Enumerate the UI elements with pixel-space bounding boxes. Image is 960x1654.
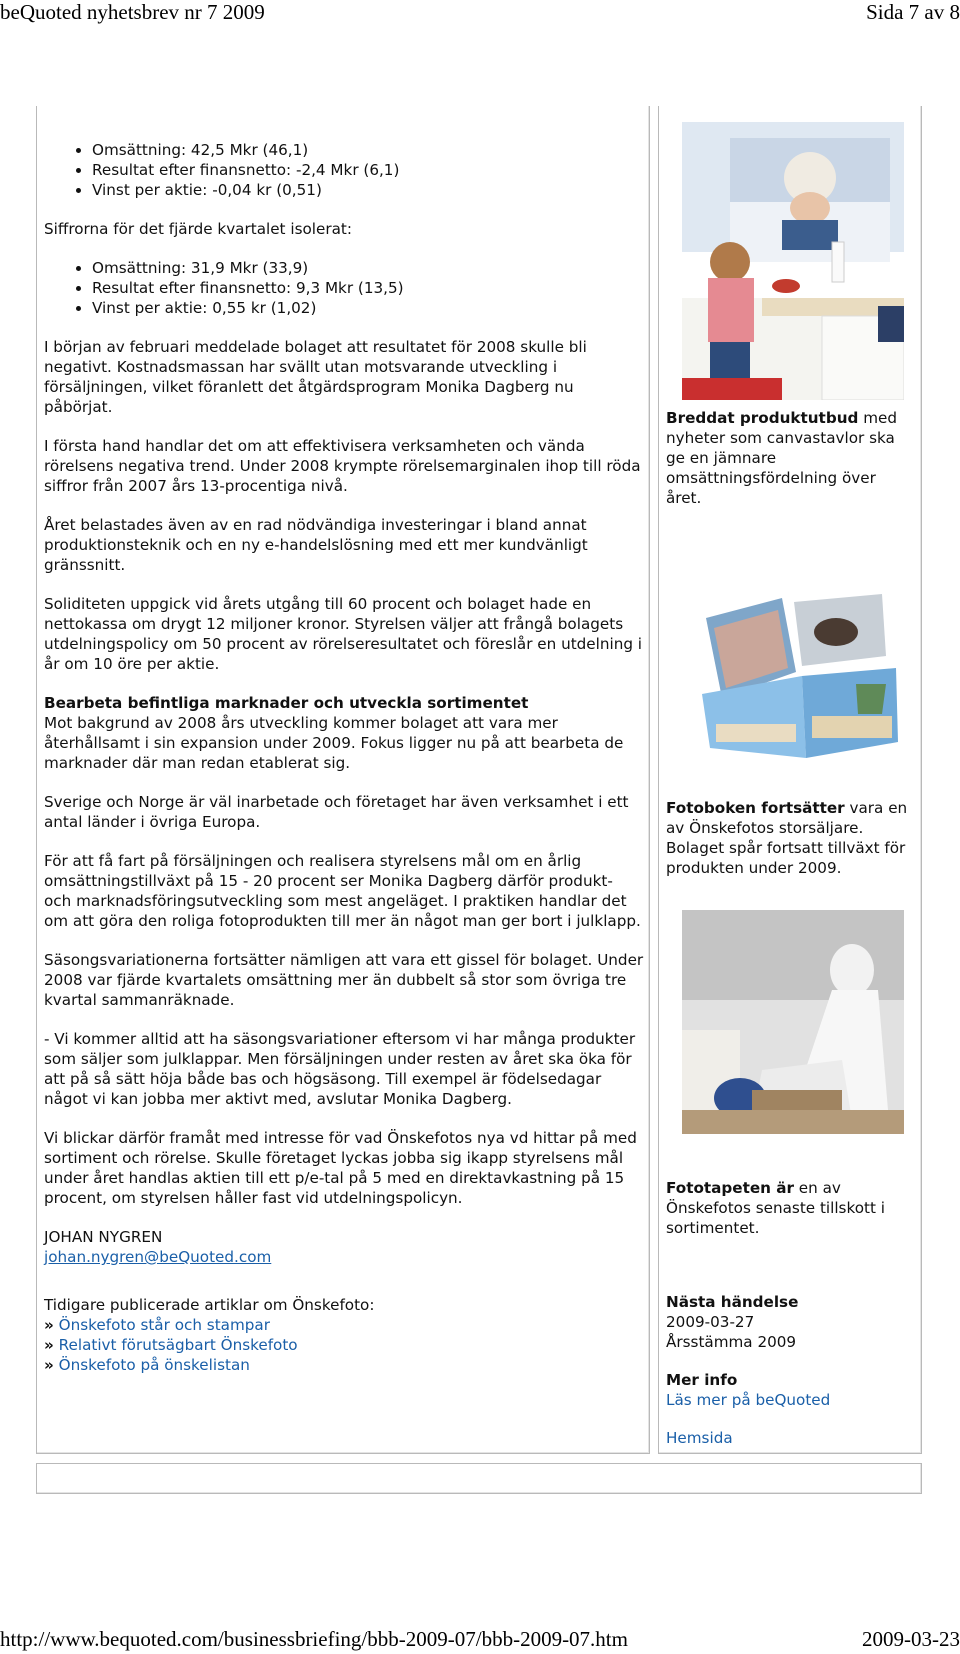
print-footer	[0, 1627, 960, 1654]
paragraph: Mot bakgrund av 2008 års utveckling kommer bolaget att vara mer återhållsamt i sin expansion under 2009. Fokus ligger nu på att bearbeta de marknader där man redan etablerat sig.	[44, 714, 624, 772]
list-item: • Resultat efter finansnetto: -2,4 Mkr (6,1)	[92, 160, 644, 180]
caption-bold: Fototapeten är	[666, 1179, 794, 1197]
byline	[44, 1227, 644, 1267]
bullet-glyph: »	[44, 1336, 54, 1354]
section-heading: Bearbeta befintliga marknader och utveckla sortimentet	[44, 694, 529, 712]
next-event-date: 2009-03-27	[666, 1313, 755, 1331]
paragraph: Vi blickar därför framåt med intresse för vad Önskefotos nya vd hittar på med sortiment och rörelse. Skulle företaget lyckas jobba sig ikapp styrelsens mål under året handlas aktien till ett p/e-tal på 5 med en direktavkastning på 15 procent, om styrelsen håller fast vid utdelningspolicyn.	[44, 1129, 637, 1207]
paragraph: I första hand handlar det om att effektivisera verksamheten och vända rörelsens negativa trend. Under 2008 krympte rörelsemarginalen ihop till röda siffror från 2007 års 13-procentiga nivå.	[44, 437, 641, 495]
list-item: • Resultat efter finansnetto: 9,3 Mkr (13,5)	[92, 278, 644, 298]
bullet-glyph: »	[44, 1356, 54, 1374]
author-email-link[interactable]: johan.nygren@beQuoted.com	[44, 1248, 272, 1266]
paragraph: I början av februari meddelade bolaget att resultatet för 2008 skulle bli negativt. Kostnadsmassan har svällt utan motsvarande utveckling i försäljningen, vilket föranlett det åtgärdsprogram Monika Dagberg nu påbörjat.	[44, 338, 587, 416]
print-header-title: beQuoted nyhetsbrev nr 7 2009	[0, 0, 265, 24]
canvas-print-photo	[682, 122, 904, 400]
photo-wallpaper-photo	[682, 910, 904, 1134]
article-body	[44, 140, 644, 1394]
more-info-title: Mer info	[666, 1371, 738, 1389]
paragraph: Säsongsvariationerna fortsätter nämligen att vara ett gissel för bolaget. Under 2008 var fjärde kvartalets omsättning mer än dubbelt så stor som övriga tre kvartal sammanräknade.	[44, 951, 644, 1009]
caption-product-range	[666, 408, 914, 508]
results-list-q4	[44, 258, 644, 318]
bequoted-link[interactable]: Läs mer på beQuoted	[666, 1391, 831, 1409]
results-list-year	[44, 140, 644, 200]
earlier-article-link[interactable]: Önskefoto står och stampar	[58, 1316, 270, 1334]
paragraph: Soliditeten uppgick vid årets utgång till 60 procent och bolaget hade en nettokassa om drygt 12 miljoner kronor. Styrelsen väljer att frångå bolagets utdelningspolicy om 50 procent av rörelseresultatet och föreslår en utdelning i år om 10 öre per aktie.	[44, 595, 643, 673]
paragraph: För att få fart på försäljningen och realisera styrelsens mål om en årlig omsättningstillväxt på 15 - 20 procent ser Monika Dagberg därför produkt- och marknadsföringsutveckling som mest angeläget. I praktiken handlar det om att göra den roliga fotoprodukten till mer än något man ger bort i julklapp.	[44, 852, 641, 930]
bottom-frame	[36, 1463, 922, 1494]
homepage-link[interactable]: Hemsida	[666, 1429, 733, 1447]
caption-bold: Fotoboken fortsätter	[666, 799, 845, 817]
earlier-articles-label: Tidigare publicerade artiklar om Önskefoto:	[44, 1296, 375, 1314]
caption-photo-book	[666, 798, 914, 878]
paragraph: Året belastades även av en rad nödvändiga investeringar i bland annat produktionsteknik och en ny e-handelslösning med ett mer kundvänligt gränssnitt.	[44, 516, 588, 574]
caption-bold: Breddat produktutbud	[666, 409, 859, 427]
list-item: • Omsättning: 42,5 Mkr (46,1)	[92, 140, 644, 160]
print-footer-date: 2009-03-23	[862, 1627, 960, 1651]
paragraph: - Vi kommer alltid att ha säsongsvariationer eftersom vi har många produkter som säljer som julklappar. Men försäljningen under resten av året ska öka för att på så sätt höja både bas och högsäsong. Till exempel är födelsedagar något vi kan jobba mer aktivt med, avslutar Monika Dagberg.	[44, 1030, 636, 1108]
paragraph-q4-intro: Siffrorna för det fjärde kvartalet isolerat:	[44, 220, 352, 238]
earlier-articles	[44, 1295, 644, 1375]
paragraph: Sverige och Norge är väl inarbetade och företaget har även verksamhet i ett antal länder i övriga Europa.	[44, 793, 629, 831]
next-event-name: Årsstämma 2009	[666, 1333, 797, 1351]
caption-wallpaper	[666, 1178, 914, 1238]
earlier-article-link[interactable]: Önskefoto på önskelistan	[58, 1356, 250, 1374]
next-event-block	[666, 1292, 914, 1352]
caption-text: vara en av Önskefotos storsäljare. Bolaget spår fortsatt tillväxt för produkten under 2009.	[666, 799, 908, 877]
earlier-article-link[interactable]: Relativt förutsägbart Önskefoto	[58, 1336, 298, 1354]
print-header	[0, 0, 960, 28]
photo-book-photo	[686, 588, 908, 764]
print-footer-url: http://www.bequoted.com/businessbriefing/bbb-2009-07/bbb-2009-07.htm	[0, 1627, 628, 1651]
bullet-glyph: »	[44, 1316, 54, 1334]
list-item: • Vinst per aktie: -0,04 kr (0,51)	[92, 180, 644, 200]
list-item: • Vinst per aktie: 0,55 kr (1,02)	[92, 298, 644, 318]
list-item: • Omsättning: 31,9 Mkr (33,9)	[92, 258, 644, 278]
more-info-block	[666, 1370, 914, 1448]
caption-text: med nyheter som canvastavlor ska ge en jämnare omsättningsfördelning över året.	[666, 409, 897, 507]
print-header-page: Sida 7 av 8	[866, 0, 960, 24]
caption-text: en av Önskefotos senaste tillskott i sortimentet.	[666, 1179, 885, 1237]
author-name: JOHAN NYGREN	[44, 1228, 163, 1246]
next-event-title: Nästa händelse	[666, 1293, 799, 1311]
